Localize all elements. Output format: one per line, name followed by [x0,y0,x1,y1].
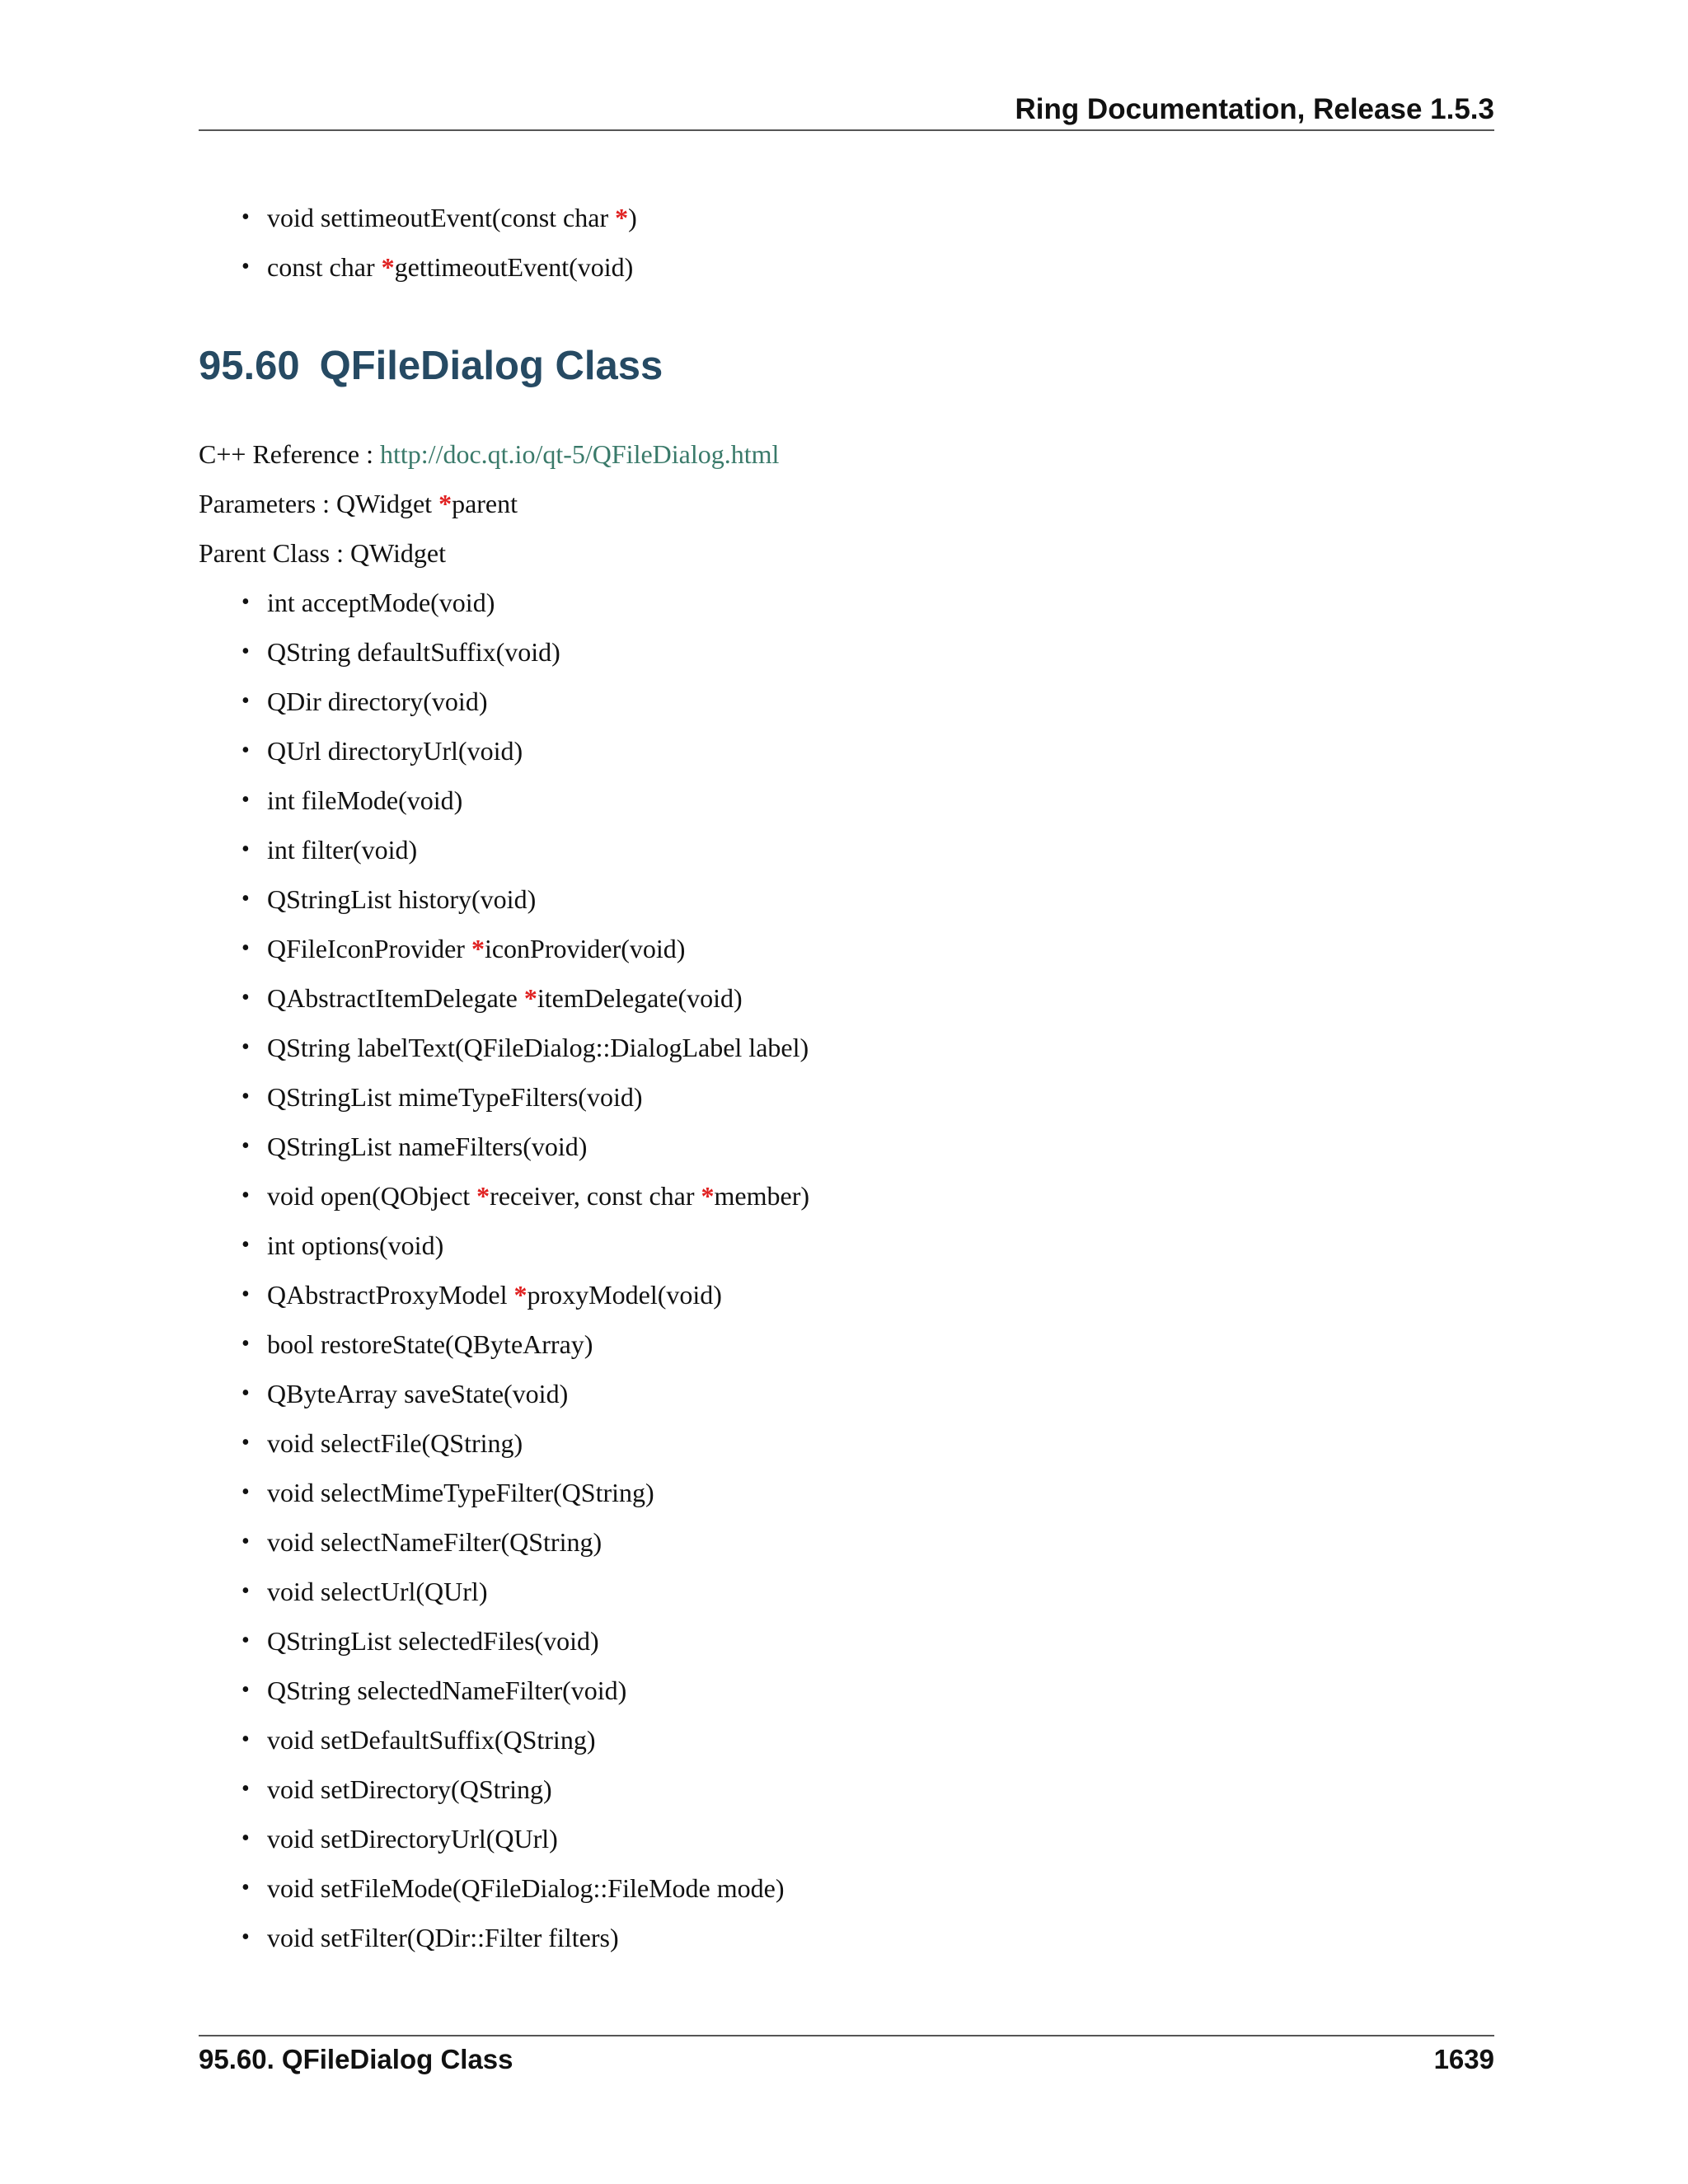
bullet-icon: • [241,1034,250,1060]
pointer-star: * [523,983,537,1013]
bullet-icon: • [241,886,250,912]
bullet-icon: • [241,1232,250,1258]
pointer-star: * [476,1181,490,1211]
section-number: 95.60 [199,344,300,388]
bullet-icon: • [241,1380,250,1406]
running-header: Ring Documentation, Release 1.5.3 [1015,93,1494,125]
method-item [199,193,637,242]
bullet-icon: • [241,1331,250,1357]
method-item [199,1072,809,1122]
method-text: void setDirectory(QString) [267,1774,552,1804]
method-text: void open(QObject [267,1181,477,1211]
method-item [199,1765,809,1814]
bullet-icon: • [241,1529,250,1554]
parent-class-line: Parent Class : QWidget [199,538,446,568]
method-item [199,1616,809,1666]
method-item [199,1369,809,1418]
bullet-icon: • [241,639,250,664]
method-text: int acceptMode(void) [267,588,495,617]
method-text: QUrl directoryUrl(void) [267,736,523,766]
method-text: QDir directory(void) [267,687,488,716]
method-text: ) [628,203,637,232]
method-text: void setDefaultSuffix(QString) [267,1725,596,1755]
method-text: proxyModel(void) [527,1280,722,1310]
method-text: int fileMode(void) [267,785,463,815]
bullet-icon: • [241,1825,250,1851]
cpp-reference-link[interactable]: http://doc.qt.io/qt-5/QFileDialog.html [380,439,780,469]
method-text: QStringList history(void) [267,884,537,914]
parameters-label: Parameters : QWidget [199,489,439,518]
method-item [199,1122,809,1171]
method-item [199,578,809,627]
method-item [199,1319,809,1369]
method-item [199,1715,809,1765]
bullet-icon: • [241,1183,250,1208]
bullet-icon: • [241,1924,250,1950]
method-text: QFileIconProvider [267,934,471,963]
bullet-icon: • [241,935,250,961]
method-text: void selectUrl(QUrl) [267,1577,488,1606]
bullet-icon: • [241,1479,250,1505]
method-text: void setDirectoryUrl(QUrl) [267,1824,558,1854]
method-item [199,924,809,973]
method-text: bool restoreState(QByteArray) [267,1329,593,1359]
bullet-icon: • [241,688,250,714]
bullet-icon: • [241,837,250,862]
method-text: void setFilter(QDir::Filter filters) [267,1923,619,1952]
bullet-icon: • [241,787,250,813]
method-text: int options(void) [267,1230,444,1260]
method-text: QString defaultSuffix(void) [267,637,560,667]
method-text: void setFileMode(QFileDialog::FileMode mode) [267,1873,785,1903]
method-item [199,973,809,1023]
bullet-icon: • [241,738,250,763]
method-item [199,1023,809,1072]
method-text: itemDelegate(void) [537,983,743,1013]
bullet-icon: • [241,985,250,1010]
section-heading [199,343,663,389]
method-text: QStringList nameFilters(void) [267,1132,588,1161]
document-page [199,0,1494,2184]
method-text: void selectMimeTypeFilter(QString) [267,1478,654,1507]
parameters-line [199,479,518,528]
cpp-reference-label: C++ Reference : [199,439,380,469]
method-text: QStringList selectedFiles(void) [267,1626,599,1656]
method-text: QByteArray saveState(void) [267,1379,569,1408]
method-item [199,1221,809,1270]
parameters-value: parent [452,489,518,518]
method-text: receiver, const char [490,1181,701,1211]
method-item [199,1814,809,1863]
method-text: QString labelText(QFileDialog::DialogLabel label) [267,1033,809,1062]
method-text: int filter(void) [267,835,418,865]
bullet-icon: • [241,204,250,230]
method-item [199,1913,809,1962]
method-text: void settimeoutEvent(const char [267,203,616,232]
cpp-reference-line [199,429,779,479]
pointer-star: * [513,1280,528,1310]
bullet-icon: • [241,1727,250,1752]
method-item [199,1171,809,1221]
bullet-icon: • [241,1084,250,1109]
method-item [199,242,637,292]
method-item [199,776,809,825]
bullet-icon: • [241,589,250,615]
method-item [199,1517,809,1567]
bullet-icon: • [241,1628,250,1653]
bullet-icon: • [241,1430,250,1455]
method-item [199,1666,809,1715]
method-item [199,677,809,726]
bullet-icon: • [241,1133,250,1159]
bullet-icon: • [241,1282,250,1307]
method-text: const char [267,252,382,282]
footer-page-number: 1639 [1433,2044,1494,2074]
method-text: QAbstractItemDelegate [267,983,524,1013]
footer-section-label: 95.60. QFileDialog Class [199,2044,513,2074]
method-item [199,1567,809,1616]
pointer-star: * [381,252,395,282]
method-text: QString selectedNameFilter(void) [267,1675,627,1705]
method-item [199,627,809,677]
method-text: member) [714,1181,809,1211]
bullet-icon: • [241,1578,250,1604]
header-rule [199,129,1494,131]
method-item [199,1468,809,1517]
method-text: QStringList mimeTypeFilters(void) [267,1082,643,1112]
bullet-icon: • [241,1677,250,1703]
bullet-icon: • [241,1875,250,1900]
pointer-star: * [438,489,452,518]
pointer-star: * [471,934,485,963]
method-text: gettimeoutEvent(void) [394,252,634,282]
method-list [199,578,809,1962]
pointer-star: * [615,203,629,232]
method-text: void selectFile(QString) [267,1428,523,1458]
method-text: void selectNameFilter(QString) [267,1527,603,1557]
method-item [199,874,809,924]
pointer-star: * [701,1181,715,1211]
footer-rule [199,2035,1494,2036]
method-text: QAbstractProxyModel [267,1280,514,1310]
method-item [199,1863,809,1913]
bullet-icon: • [241,1776,250,1802]
method-item [199,726,809,776]
method-item [199,825,809,874]
bullet-icon: • [241,254,250,279]
method-item [199,1418,809,1468]
previous-method-list [199,193,637,292]
method-item [199,1270,809,1319]
method-text: iconProvider(void) [484,934,686,963]
section-title-text: QFileDialog Class [319,344,663,388]
